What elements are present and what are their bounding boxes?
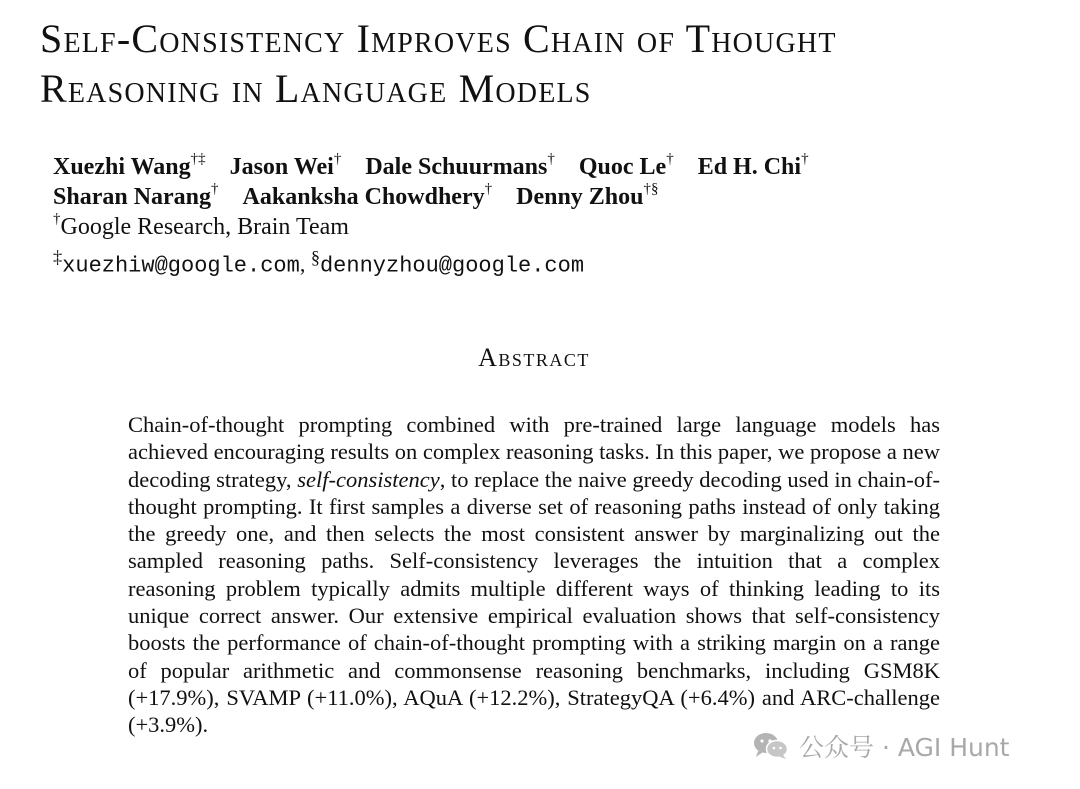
abstract-text-part-1: Chain-of-thought prompting combined with pre-trained large language models has achieved encouraging results on complex reasoning tasks. In this paper, we propose a new decoding strategy,	[128, 412, 940, 492]
author-name: Quoc Le	[578, 154, 667, 180]
author	[516, 182, 658, 212]
author-affil-mark: †	[211, 181, 219, 197]
author-name: Aakanksha Chowdhery	[242, 184, 485, 210]
author	[230, 152, 342, 182]
paper-title	[40, 14, 1060, 114]
email-mark-2: §	[310, 247, 320, 267]
abstract-text	[128, 411, 940, 739]
watermark	[753, 728, 1010, 764]
paper-title-line-1: Self-Consistency Improves Chain of Thought	[40, 16, 837, 61]
author-affil-mark: †	[666, 151, 674, 167]
author-affil-mark: †	[484, 181, 493, 197]
author-affil-mark: †§	[643, 181, 659, 197]
author-name: Jason Wei	[229, 154, 334, 180]
author	[53, 182, 219, 212]
abstract-text-part-2: , to replace the naive greedy decoding used in chain-of-thought prompting. It first samples a diverse set of reasoning paths instead of only taking the greedy one, and then selects the most consistent answer by marginalizing out the sampled reasoning paths. Self-consistency leverages the intuition that a complex reasoning problem typically admits multiple different ways of thinking leading to its unique correct answer. Our extensive empirical evaluation shows that self-consistency boosts the performance of chain-of-thought prompting with a striking margin on a range of popular arithmetic and commonsense reasoning benchmarks, including GSM8K (+17.9%), SVAMP (+11.0%), AQuA (+12.2%), StrategyQA (+6.4%) and ARC-challenge (+3.9%).	[128, 466, 940, 738]
author-affil-mark: †	[801, 151, 809, 167]
author-affil-mark: †	[547, 151, 555, 167]
author-list	[53, 152, 833, 212]
email-address[interactable]: dennyzhou@google.com	[319, 253, 585, 279]
author-name: Sharan Narang	[53, 184, 212, 210]
email-mark-1: ‡	[53, 247, 63, 267]
paper-title-line-2: Reasoning in Language Models	[40, 66, 592, 111]
affiliation	[53, 212, 349, 242]
abstract-emphasis: self-consistency	[297, 466, 440, 492]
author	[365, 152, 555, 182]
email-address[interactable]: xuezhiw@google.com	[62, 253, 300, 279]
abstract-heading: Abstract	[478, 343, 590, 372]
watermark-text: 公众号 · AGI Hunt	[799, 733, 1010, 762]
author-row-2	[53, 182, 833, 212]
author-affil-mark: †‡	[190, 151, 206, 167]
author-row-1	[53, 152, 833, 182]
author	[579, 152, 674, 182]
contact-emails	[53, 242, 584, 281]
author	[53, 152, 206, 182]
author	[243, 182, 493, 212]
wechat-icon	[753, 732, 789, 760]
author-name: Denny Zhou	[516, 184, 644, 210]
affiliation-mark: †	[53, 211, 61, 227]
email-separator: ,	[299, 251, 311, 277]
author-name: Dale Schuurmans	[365, 154, 548, 180]
author-name: Ed H. Chi	[697, 154, 802, 180]
author-name: Xuezhi Wang	[53, 154, 191, 180]
author	[698, 152, 809, 182]
author-affil-mark: †	[333, 151, 342, 167]
affiliation-name: Google Research, Brain Team	[60, 214, 349, 240]
